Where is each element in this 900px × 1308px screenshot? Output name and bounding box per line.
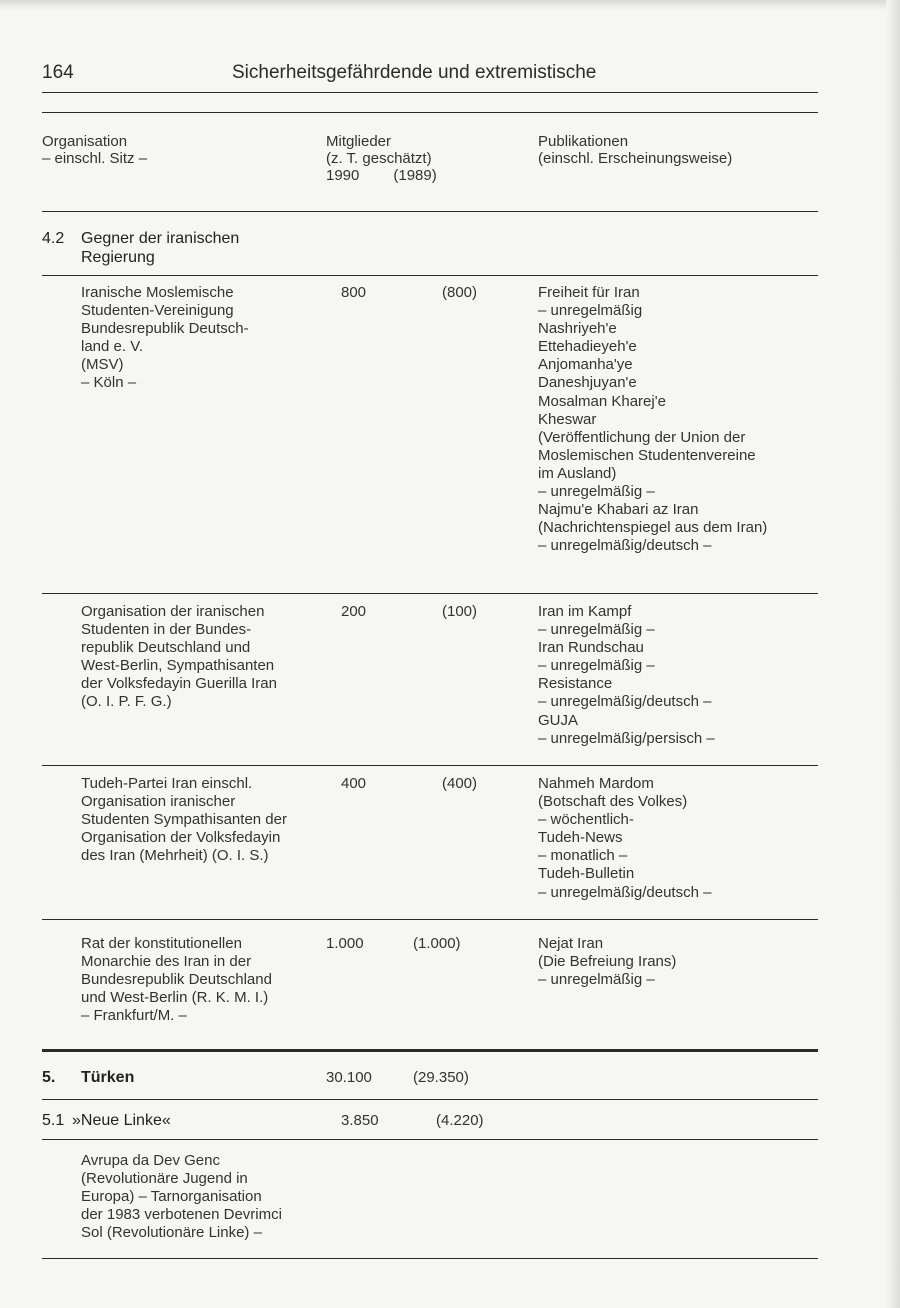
org-3-name-line: des Iran (Mehrheit) (O. I. S.) (81, 847, 269, 865)
publication-line: (Botschaft des Volkes) (538, 793, 688, 811)
publication-line: Tudeh-Bulletin (538, 865, 635, 883)
year-current: 1990 (326, 167, 360, 184)
org-3-publications (538, 775, 711, 902)
org-2-name-line: Organisation der iranischen (81, 603, 265, 620)
org-1-name-line: land e. V. (81, 338, 143, 356)
col-organisation-title: Organisation (42, 133, 128, 150)
org-4-members-1989: (1.000) (413, 935, 461, 952)
org-3-name-line: Organisation iranischer (81, 793, 236, 811)
org-1-name-line: Bundesrepublik Deutsch- (81, 320, 249, 338)
publication-line: Ettehadieyeh'e (538, 338, 637, 356)
publication-line: – unregelmäßig (538, 302, 643, 320)
org-1-members-1989: (800) (442, 284, 478, 301)
publication-line: – unregelmäßig/persisch – (538, 729, 715, 747)
org-5-1-name-line: (Revolutionäre Jugend in (81, 1170, 248, 1188)
org-4-name-line: Monarchie des Iran in der (81, 953, 252, 971)
col-members-subtitle: (z. T. geschätzt) (326, 150, 432, 167)
section-5-1-number: 5.1 (42, 1112, 65, 1129)
org-2-rule (42, 765, 818, 766)
header-rule (42, 92, 818, 93)
org-1-name-line: (MSV) (81, 356, 124, 374)
org-3-name-line: Tudeh-Partei Iran einschl. (81, 775, 253, 792)
section-5-title: Türken (81, 1069, 135, 1086)
org-4-name-line: – Frankfurt/M. – (81, 1007, 187, 1025)
table-top-rule (42, 112, 818, 113)
section-5-1-title: »Neue Linke« (72, 1112, 171, 1129)
org-5-1-name-line: Sol (Revolutionäre Linke) – (81, 1224, 262, 1242)
section-5-1-members-1989: (4.220) (436, 1112, 484, 1129)
org-2-members-1990: 200 (341, 603, 367, 620)
publication-line: (Veröffentlichung der Union der (538, 428, 746, 446)
col-publications-subtitle: (einschl. Erscheinungsweise) (538, 150, 733, 167)
page-number: 164 (42, 62, 74, 83)
publication-line: Anjomanha'ye (538, 356, 633, 374)
org-5-1-name-line: der 1983 verbotenen Devrimci (81, 1206, 282, 1224)
year-previous: (1989) (393, 167, 437, 184)
org-4-members-1990: 1.000 (326, 935, 364, 952)
publication-line: Nashriyeh'e (538, 320, 617, 338)
org-4-publications (538, 935, 676, 989)
org-3-name-line: Studenten Sympathisanten der (81, 811, 287, 829)
org-2-name-line: West-Berlin, Sympathisanten (81, 657, 275, 675)
publication-line: Nejat Iran (538, 935, 604, 952)
publication-line: GUJA (538, 711, 579, 729)
publication-line: – unregelmäßig – (538, 657, 655, 675)
org-2-name-line: der Volksfedayin Guerilla Iran (81, 675, 277, 693)
col-organisation-subtitle: – einschl. Sitz – (42, 150, 148, 167)
section-5-1-members-1990: 3.850 (341, 1112, 379, 1129)
org-1-name-line: Studenten-Vereinigung (81, 302, 234, 320)
section-4-2-number: 4.2 (42, 230, 65, 247)
org-2-publications (538, 603, 715, 748)
org-3-name (81, 775, 287, 865)
col-publications-header (538, 133, 732, 167)
section-5-1-rule (42, 1139, 818, 1140)
org-4-name-line: Bundesrepublik Deutschland (81, 971, 272, 989)
org-3-members-1989: (400) (442, 775, 478, 792)
org-1-members-1990: 800 (341, 284, 367, 301)
section-5-members-1990: 30.100 (326, 1069, 372, 1086)
running-title: Sicherheitsgefährdende und extremistische (232, 62, 597, 83)
org-3-members-1990: 400 (341, 775, 367, 792)
page-edge-shadow (0, 0, 900, 10)
publication-line: Iran im Kampf (538, 603, 632, 620)
section-5-members-1989: (29.350) (413, 1069, 469, 1086)
section-4-2-rule (42, 275, 818, 276)
org-4-name-line: Rat der konstitutionellen (81, 935, 242, 952)
publication-line: – unregelmäßig/deutsch – (538, 883, 712, 901)
publication-line: Nahmeh Mardom (538, 775, 654, 792)
publication-line: – unregelmäßig/deutsch – (538, 537, 712, 555)
org-5-1-name-line: Avrupa da Dev Genc (81, 1152, 220, 1169)
publication-line: – unregelmäßig – (538, 971, 655, 989)
section-5-number: 5. (42, 1069, 56, 1086)
publication-line: Mosalman Kharej'e (538, 392, 666, 410)
org-2-name (81, 603, 277, 712)
org-1-name (81, 284, 249, 393)
org-4-name (81, 935, 272, 1025)
org-1-name-line: Iranische Moslemische (81, 284, 234, 301)
publication-line: Najmu'e Khabari az Iran (538, 501, 699, 519)
publication-line: Iran Rundschau (538, 639, 644, 657)
col-members-header (326, 133, 437, 184)
header-bottom-rule (42, 211, 818, 212)
publication-line: – unregelmäßig – (538, 621, 655, 639)
org-2-name-line: (O. I. P. F. G.) (81, 693, 172, 711)
org-5-1-name-line: Europa) – Tarnorganisation (81, 1188, 262, 1206)
publication-line: – unregelmäßig/deutsch – (538, 693, 712, 711)
section-4-2-title-line2: Regierung (81, 249, 155, 266)
publication-line: – wöchentlich- (538, 811, 634, 829)
section-4-2-title (81, 229, 239, 267)
publication-line: (Nachrichtenspiegel aus dem Iran) (538, 519, 768, 537)
org-1-rule (42, 593, 818, 594)
publication-line: im Ausland) (538, 464, 617, 482)
org-4-name-line: und West-Berlin (R. K. M. I.) (81, 989, 269, 1007)
org-5-1-name (81, 1152, 282, 1242)
org-1-name-line: – Köln – (81, 374, 137, 392)
section-5-top-rule (42, 1049, 818, 1052)
publication-line: Daneshjuyan'e (538, 374, 637, 392)
col-organisation-header (42, 133, 147, 167)
org-2-name-line: Studenten in der Bundes- (81, 621, 252, 639)
table-bottom-rule (42, 1258, 818, 1259)
publication-line: Resistance (538, 675, 613, 693)
col-publications-title: Publikationen (538, 133, 629, 150)
org-2-name-line: republik Deutschland und (81, 639, 251, 657)
org-2-members-1989: (100) (442, 603, 478, 620)
org-3-name-line: Organisation der Volksfedayin (81, 829, 281, 847)
col-members-years (326, 167, 437, 184)
section-5-rule (42, 1099, 818, 1100)
org-3-rule (42, 919, 818, 920)
publication-line: (Die Befreiung Irans) (538, 953, 677, 971)
col-members-title: Mitglieder (326, 133, 392, 150)
publication-line: Moslemischen Studentenvereine (538, 446, 756, 464)
publication-line: – unregelmäßig – (538, 483, 655, 501)
publication-line: Freiheit für Iran (538, 284, 640, 301)
publication-line: – monatlich – (538, 847, 628, 865)
publication-line: Tudeh-News (538, 829, 623, 847)
publication-line: Kheswar (538, 410, 597, 428)
section-4-2-title-line1: Gegner der iranischen (81, 230, 240, 247)
org-1-publications (538, 284, 767, 555)
page-edge-right (886, 0, 900, 1308)
